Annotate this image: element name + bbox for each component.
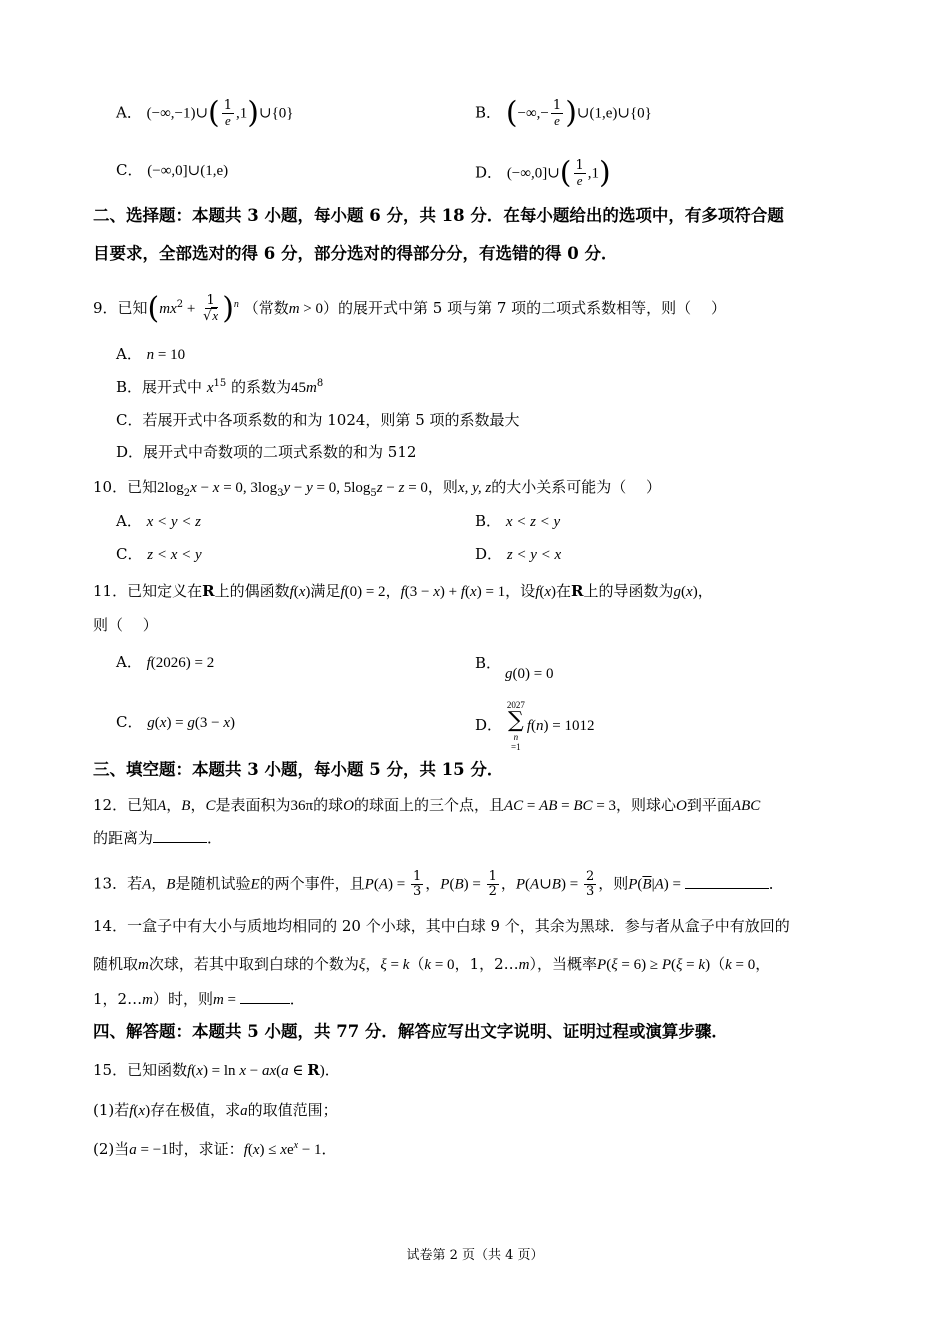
q13-text: ，	[500, 874, 516, 893]
option-label: D．	[475, 545, 503, 563]
option-text: 展开式中	[142, 378, 203, 396]
q15-text: 存在极值，求	[150, 1101, 241, 1119]
q11-option-c: C． g(x) = g(3 − x)	[116, 713, 236, 731]
q10-option-c: C． z < x < y	[116, 545, 202, 563]
q8-option-a: A． (−∞,−1)∪( $\frac{1}{e}$ ,1)∪{0}	[116, 95, 294, 131]
q14-stem-line2: 随机取m次球，若其中取到白球的个数为ξ，ξ = k（k = 0，1，2…m），当概率P(ξ = 6) ≥ P(ξ = k)（k = 0，	[93, 955, 771, 973]
q11-text: ，	[697, 582, 713, 600]
option-label: B．	[475, 103, 502, 122]
q11-text: 上的偶函数	[214, 582, 290, 600]
q14-text: ，	[365, 955, 381, 973]
q14-text: ．	[289, 990, 305, 1008]
q11-stem: 11．已知定义在R上的偶函数f(x)满足f(0) = 2，f(3 − x) + f(x) = 1，设f(x)在R上的导函数为g(x)，	[93, 582, 713, 600]
q14-text: 1，2…	[93, 990, 143, 1008]
q15-text: ．	[321, 1140, 337, 1158]
answer-blank[interactable]	[685, 874, 769, 889]
q14-stem-line1: 14．一盒子中有大小与质地均相同的 20 个小球，其中白球 9 个，其余为黑球．参与者从盒子中有放回的	[93, 917, 790, 935]
q15-text: ．	[324, 1061, 340, 1079]
q11-text: ，	[385, 582, 401, 600]
q8-option-b: B． (−∞,− $\frac{1}{e}$ )∪(1,e)∪{0}	[475, 95, 652, 131]
option-label: C．	[116, 411, 143, 429]
q14-text: （	[409, 955, 425, 973]
q10-option-d: D． z < y < x	[475, 545, 562, 563]
answer-blank[interactable]	[240, 989, 290, 1004]
q11-text: 上的导函数为	[583, 582, 674, 600]
section2-heading-line1: 二、选择题：本题共 3 小题，每小题 6 分，共 18 分．在每小题给出的选项中，有多项符合题	[93, 206, 784, 225]
q9-text: ）的展开式中第 5 项与第 7 项的二项式系数相等，则（ ）	[323, 299, 726, 317]
q10-option-a: A． x < y < z	[116, 512, 202, 530]
q14-text: ，	[755, 955, 771, 973]
option-label: A．	[116, 103, 142, 122]
option-text: 的系数为	[231, 378, 292, 396]
q14-text: 随机取	[93, 955, 139, 973]
q13-text: 13．若	[93, 874, 143, 893]
q13-text: 的两个事件，且	[259, 874, 365, 893]
option-label: A．	[116, 653, 142, 671]
q15-text: (1)若	[93, 1101, 130, 1119]
q12-text: ，	[190, 796, 206, 814]
option-label: B．	[475, 512, 502, 530]
section4-heading: 四、解答题：本题共 5 小题，共 77 分．解答应写出文字说明、证明过程或演算步骤．	[93, 1022, 728, 1041]
q12-text: 到平面	[686, 796, 732, 814]
page-footer: 试卷第 2 页（共 4 页）	[406, 1248, 544, 1263]
q15-part1: (1)若f(x)存在极值，求a的取值范围；	[93, 1101, 338, 1119]
q11-option-a: A． f(2026) = 2	[116, 653, 215, 671]
q13-text: ．	[768, 874, 784, 893]
option-label: A．	[116, 512, 142, 530]
q11-text: 在	[556, 582, 572, 600]
q15-text: 时，求证：	[168, 1140, 244, 1158]
q13-text: ，	[151, 874, 167, 893]
option-text: 若展开式中各项系数的和为 1024，则第 5 项的系数最大	[142, 411, 520, 429]
q14-text: ），当概率	[529, 955, 598, 973]
q11-option-b: g(0) = 0	[505, 666, 554, 682]
q9-stem: 9．已知($mx^2$ + $\frac{1}{√x}$ )$^n$ （常数m > 0）的展开式中第 5 项与第 7 项的二项式系数相等，则（ ）	[93, 291, 726, 326]
q12-text: ．	[207, 829, 223, 847]
q11-option-d: D． 2027 ∑ n =1 f(n) = 1012	[475, 700, 595, 752]
option-text: 展开式中奇数项的二项式系数的和为 512	[143, 443, 417, 461]
q14-text: ）时，则	[152, 990, 213, 1008]
q14-text: （	[710, 955, 726, 973]
q12-text: 12．已知	[93, 796, 158, 814]
q9-option-d	[116, 441, 416, 463]
option-label: D．	[475, 163, 503, 182]
q9-option-a: A． n = 10	[116, 345, 186, 363]
q11-text: 11．已知定义在	[93, 582, 203, 600]
q13-text: ，则	[598, 874, 629, 893]
option-label: A．	[116, 345, 142, 363]
section3-heading: 三、填空题：本题共 3 小题，每小题 5 分，共 15 分．	[93, 760, 504, 779]
q12-text: ，	[166, 796, 182, 814]
option-label: D．	[116, 443, 144, 461]
answer-blank[interactable]	[153, 828, 207, 843]
q9-option-b: B．展开式中 $x^{15}$ 的系数为$45m^8$	[116, 378, 324, 396]
q12-text: 的球	[313, 796, 344, 814]
q11-text: 满足	[310, 582, 341, 600]
q15-part2: (2)当a = −1时，求证：$f(x) \le xe^x - 1$．	[93, 1140, 337, 1158]
q9-text: （常数	[243, 299, 289, 317]
q11-stem-line2: 则（ ）	[93, 616, 158, 634]
option-label: D．	[475, 716, 503, 734]
q13-text: ，	[425, 874, 441, 893]
q15-stem: 15．已知函数f(x) = ln x − ax(a ∈ R)．	[93, 1061, 340, 1079]
q11-text: ，设	[505, 582, 536, 600]
q11-option-b-label	[475, 652, 501, 674]
q15-text: 15．已知函数	[93, 1061, 188, 1079]
q13-text: 是随机试验	[175, 874, 251, 893]
q12-stem: 12．已知A，B，C是表面积为36π的球O的球面上的三个点，且AC = AB = BC = 3，则球心O到平面ABC	[93, 796, 761, 814]
q14-text: 次球，若其中取到白球的个数为	[148, 955, 359, 973]
q12-text: ，则球心	[616, 796, 677, 814]
q10-text: ，则	[427, 478, 458, 496]
q8-option-d: D． (−∞,0]∪( $\frac{1}{e}$ ,1)	[475, 155, 611, 191]
q9-option-c	[116, 409, 520, 431]
section2-heading-line2: 目要求，全部选对的得 6 分，部分选对的得部分分，有选错的得 0 分．	[93, 244, 618, 263]
q12-stem-line2	[93, 827, 222, 849]
q10-text: 的大小关系可能为（ ）	[491, 478, 662, 496]
q14-stem-line3: 1，2…m）时，则m = ．	[93, 990, 305, 1008]
q15-text: 的取值范围；	[247, 1101, 338, 1119]
q9-number: 9．已知	[93, 299, 148, 317]
q10-number: 10．已知	[93, 478, 158, 496]
q14-text: ，1，2…	[454, 955, 519, 973]
option-label: C．	[116, 161, 143, 179]
option-label: B．	[475, 654, 502, 672]
q13-stem: 13．若A，B是随机试验E的两个事件，且P(A) = $\frac{1}{3}$ ，P(B) = $\frac{1}{2}$ ，P(A∪B) = $\frac{2}{3}$ ，则$P(\overline{B}|A)$ = ．	[93, 869, 784, 899]
q8-option-c: C． (−∞,0]∪(1,e)	[116, 161, 229, 179]
option-label: C．	[116, 545, 143, 563]
q12-text: 是表面积为	[215, 796, 291, 814]
q12-text: 的球面上的三个点，且	[353, 796, 504, 814]
q15-text: (2)当	[93, 1140, 130, 1158]
q12-text: 的距离为	[93, 829, 154, 847]
q10-option-b: B． x < z < y	[475, 512, 561, 530]
option-label: B．	[116, 378, 143, 396]
q10-stem: 10．已知$2\log_2x - x = 0$, $3\log_3y - y = 0$, $5\log_5z - z = 0$，则x, y, z的大小关系可能为（ ）	[93, 478, 662, 499]
option-label: C．	[116, 713, 143, 731]
